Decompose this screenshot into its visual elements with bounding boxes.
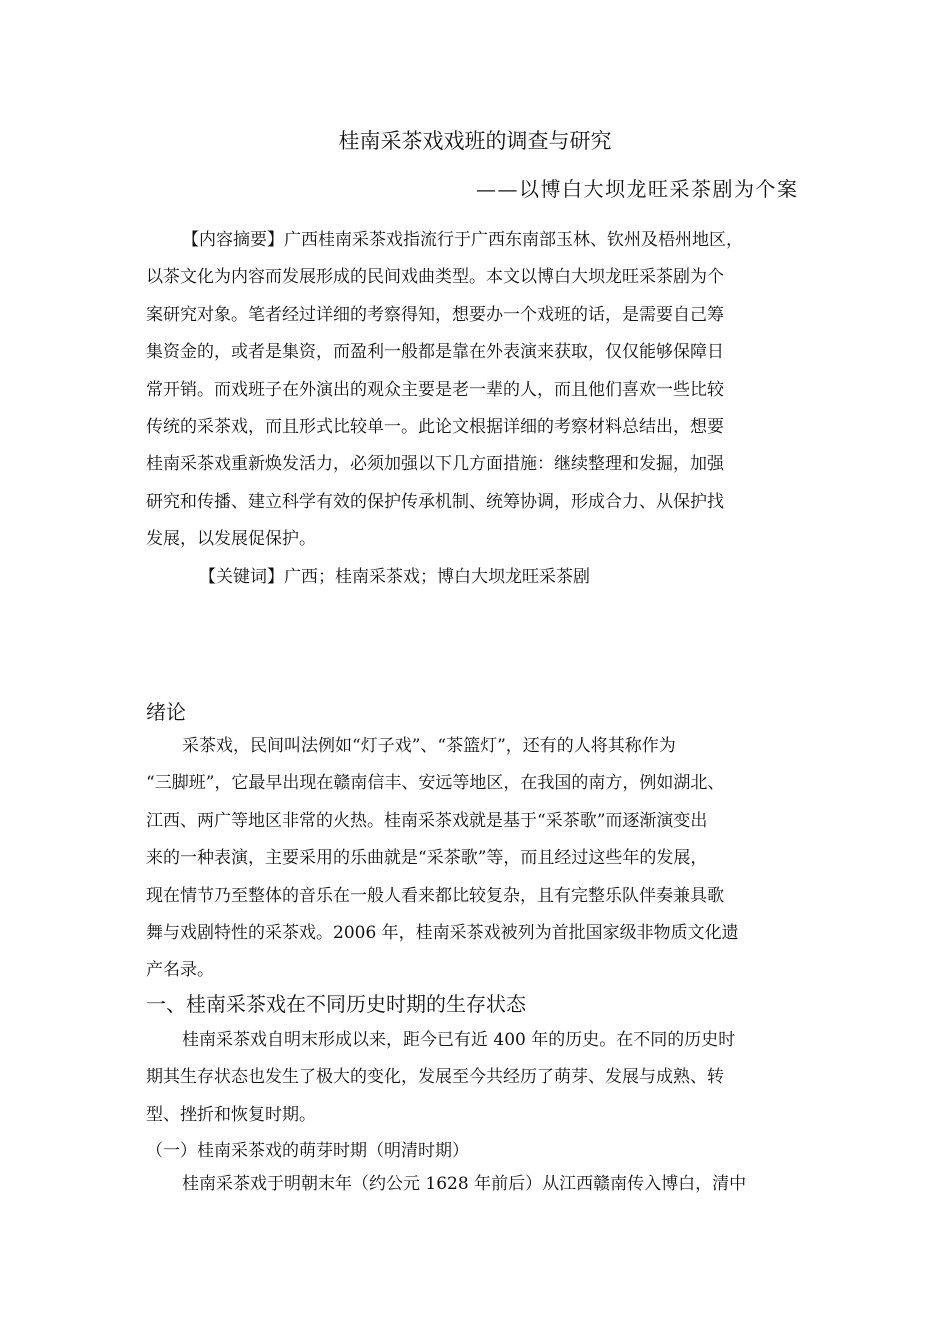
subsection-heading: （一）桂南采茶戏的萌芽时期（明清时期） — [146, 1141, 469, 1161]
paragraph-line: 来的一种表演，主要采用的乐曲就是“采茶歌”等，而且经过这些年的发展， — [146, 848, 708, 869]
paragraph-line: 桂南采茶戏于明朝末年（约公元 1628 年前后）从江西赣南传入博白，清中 — [182, 1174, 747, 1194]
subsection-block — [146, 1166, 814, 1203]
paragraph-line: 产名录。 — [146, 960, 214, 981]
abstract-line: 集资金的，或者是集资，而盈利一般都是靠在外表演来获取，仅仅能够保障日 — [146, 342, 724, 363]
section-heading: 一、桂南采茶戏在不同历史时期的生存状态 — [146, 992, 526, 1016]
introduction-heading: 绪论 — [146, 700, 186, 724]
paragraph-line: 舞与戏剧特性的采茶戏。2006 年，桂南采茶戏被列为首批国家级非物质文化遗 — [146, 922, 739, 943]
paragraph-line: 江西、两广等地区非常的火热。桂南采茶戏就是基于“采茶歌”而逐渐演变出 — [146, 810, 708, 831]
paragraph-line: “三脚班”，它最早出现在赣南信丰、安远等地区，在我国的南方，例如湖北、 — [146, 773, 725, 794]
paragraph-line: 期其生存状态也发生了极大的变化，发展至今共经历了萌芽、发展与成熟、转 — [146, 1067, 724, 1088]
paragraph-line: 桂南采茶戏自明末形成以来，距今已有近 400 年的历史。在不同的历史时 — [182, 1030, 736, 1050]
paragraph-line: 型、挫折和恢复时期。 — [146, 1104, 316, 1125]
abstract-block — [146, 222, 814, 596]
document-title: 桂南采茶戏戏班的调查与研究 — [338, 129, 612, 153]
abstract-line: 研究和传播、建立科学有效的保护传承机制、统筹协调，形成合力、从保护找 — [146, 491, 724, 512]
abstract-line: 【内容摘要】广西桂南采茶戏指流行于广西东南部玉林、钦州及梧州地区， — [182, 230, 743, 250]
keywords-line: 【关键词】广西；桂南采茶戏；博白大坝龙旺采茶剧 — [199, 566, 590, 587]
section-block — [146, 1022, 814, 1134]
abstract-line: 以茶文化为内容而发展形成的民间戏曲类型。本文以博白大坝龙旺采茶剧为个 — [146, 267, 724, 288]
document-subtitle: ——以博白大坝龙旺采茶剧为个案 — [476, 177, 799, 201]
abstract-line: 桂南采茶戏重新焕发活力，必须加强以下几方面措施：继续整理和发掘，加强 — [146, 454, 724, 475]
abstract-line: 常开销。而戏班子在外演出的观众主要是老一辈的人，而且他们喜欢一些比较 — [146, 379, 724, 400]
paragraph-line: 采茶戏，民间叫法例如“灯子戏”、“茶篮灯”，还有的人将其称作为 — [182, 736, 676, 756]
abstract-line: 传统的采茶戏，而且形式比较单一。此论文根据详细的考察材料总结出，想要 — [146, 416, 724, 437]
abstract-line: 发展，以发展促保护。 — [146, 529, 316, 550]
introduction-block — [146, 728, 814, 990]
paragraph-line: 现在情节乃至整体的音乐在一般人看来都比较复杂，且有完整乐队伴奏兼具歌 — [146, 885, 724, 906]
abstract-line: 案研究对象。笔者经过详细的考察得知，想要办一个戏班的话，是需要自己筹 — [146, 304, 724, 325]
